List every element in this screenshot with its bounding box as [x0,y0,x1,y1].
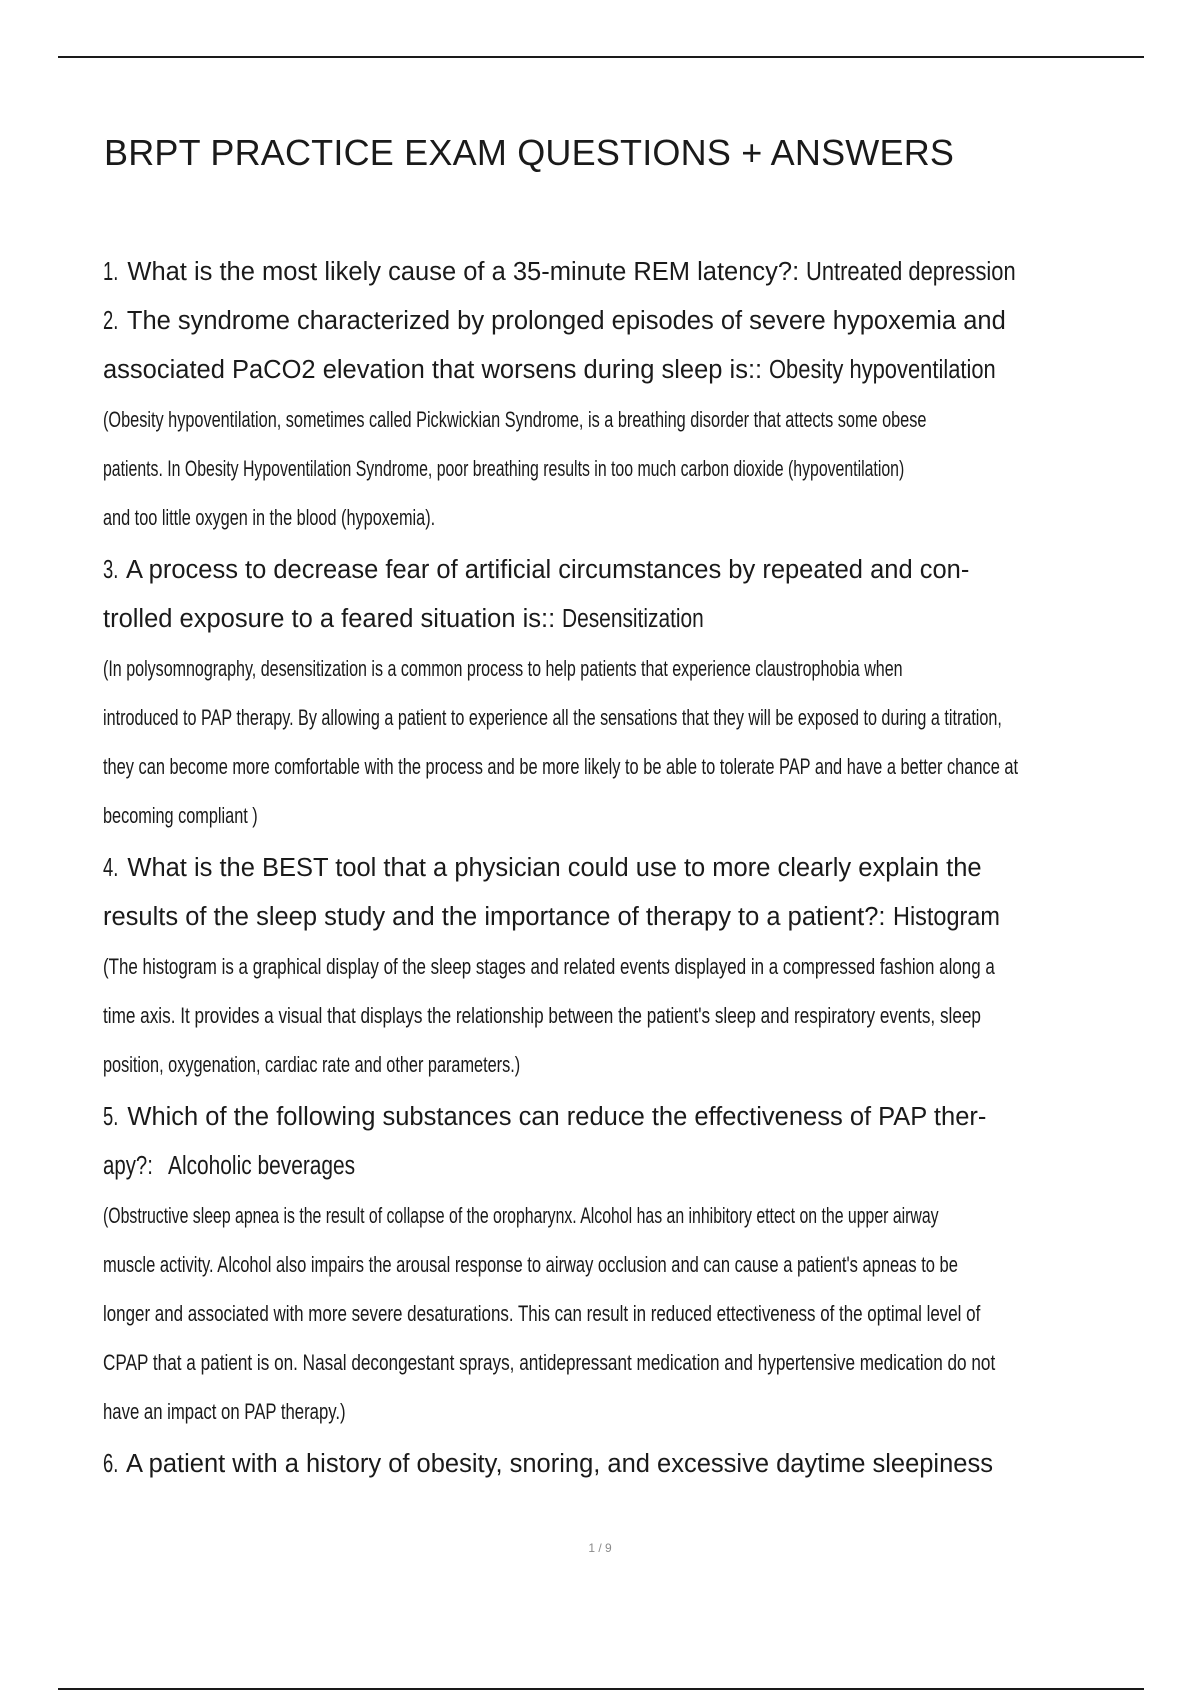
page-indicator: 1 / 9 [588,1541,612,1555]
explanation [103,644,1173,840]
explanation [103,1191,1173,1436]
question-2 [103,297,1173,542]
question-number: 6. [103,1450,119,1478]
document-title: BRPT PRACTICE EXAM QUESTIONS + ANSWERS [104,132,955,173]
question-text-line: 5. Which of the following substances can reduce the effectiveness of PAP ther- [103,1093,1173,1142]
explanation-line: position, oxygenation, cardiac rate and other parameters.) [103,1052,521,1077]
question-4 [103,844,1173,1089]
explanation-line: time axis. It provides a visual that displays the relationship between the patient's sleep and respiratory events, sleep [103,1003,981,1028]
question-number: 3. [103,556,119,584]
question-6 [103,1440,1173,1489]
answer-text: Obesity hypoventilation [769,356,996,384]
answer-text: Histogram [892,903,1000,931]
explanation-line: they can become more comfortable with the process and be more likely to be able to tolerate PAP and have a better chance at [103,754,1019,779]
explanation-line: muscle activity. Alcohol also impairs the arousal response to airway occlusion and can cause a patient's apneas to be [103,1252,958,1277]
question-text-line: 3. A process to decrease fear of artificial circumstances by repeated and con- [103,546,1173,595]
question-text-line: trolled exposure to a feared situation is:: Desensitization [103,595,1173,644]
question-text-line: associated PaCO2 elevation that worsens during sleep is:: Obesity hypoventilation [103,346,1173,395]
explanation-line: longer and associated with more severe desaturations. This can result in reduced ettectiveness of the optimal level of [103,1301,981,1326]
explanation-line: (Obesity hypoventilation, sometimes called Pickwickian Syndrome, is a breathing disorder that attects some obese [103,407,927,432]
explanation [103,395,1173,542]
question-number: 1. [103,258,119,286]
question-text-line: 4. What is the BEST tool that a physician could use to more clearly explain the [103,844,1173,893]
explanation-line: introduced to PAP therapy. By allowing a patient to experience all the sensations that they will be exposed to during a titration, [103,705,1002,730]
explanation-line: CPAP that a patient is on. Nasal decongestant sprays, antidepressant medication and hypertensive medication do not [103,1350,996,1375]
question-number: 4. [103,854,119,882]
question-list [103,248,1173,1489]
bottom-rule [58,1688,1144,1690]
top-rule [58,56,1144,58]
answer-text: Desensitization [562,605,705,633]
explanation-line: becoming compliant ) [103,803,258,828]
question-number: 5. [103,1103,119,1131]
explanation-line: have an impact on PAP therapy.) [103,1399,346,1424]
question-text: What is the most likely cause of a 35-minute REM latency?: [127,258,800,286]
question-number: 2. [103,307,119,335]
explanation-line: (In polysomnography, desensitization is a common process to help patients that experience claustrophobia when [103,656,903,681]
explanation-line: (The histogram is a graphical display of the sleep stages and related events displayed in a compressed fashion along a [103,954,995,979]
answer-text: Alcoholic beverages [168,1152,356,1180]
question-text-line: 2. The syndrome characterized by prolonged episodes of severe hypoxemia and [103,297,1173,346]
explanation-line: and too little oxygen in the blood (hypoxemia). [103,505,436,530]
question-5 [103,1093,1173,1436]
question-3 [103,546,1173,840]
explanation [103,942,1173,1089]
question-text: A patient with a history of obesity, snoring, and excessive daytime sleepiness [125,1450,993,1478]
question-text-line: apy?: Alcoholic beverages [103,1142,1173,1191]
answer-text: Untreated depression [806,258,1016,286]
explanation-line: patients. In Obesity Hypoventilation Syndrome, poor breathing results in too much carbon dioxide (hypoventilation) [103,456,905,481]
question-1 [103,248,1173,297]
explanation-line: (Obstructive sleep apnea is the result of collapse of the oropharynx. Alcohol has an inhibitory ettect on the upper airway [103,1203,939,1228]
question-text-line: results of the sleep study and the importance of therapy to a patient?: Histogram [103,893,1173,942]
